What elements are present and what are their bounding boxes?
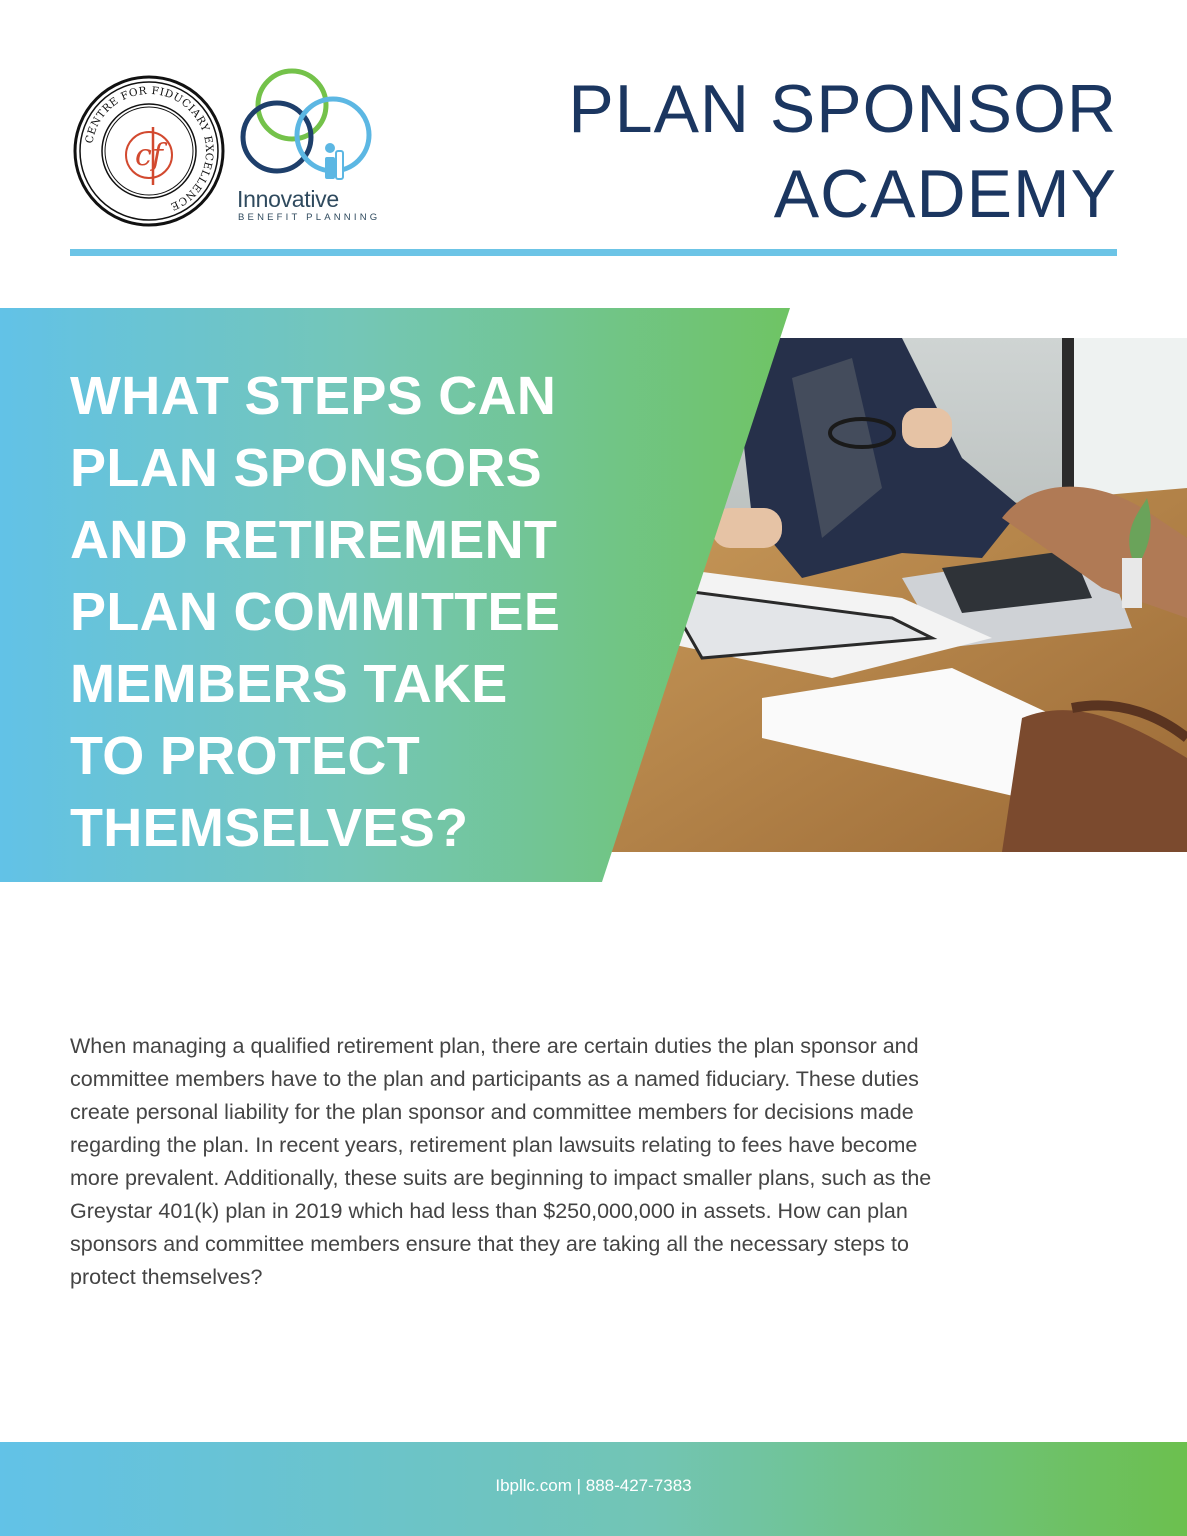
hero-headline-line: WHAT STEPS CAN: [70, 366, 557, 426]
hero-headline-line: PLAN SPONSORS: [70, 438, 542, 498]
hero-headline-line: PLAN COMMITTEE: [70, 582, 561, 642]
paragraph-line: committee members have to the plan and participants as a named fiduciary. These duties: [70, 1067, 919, 1091]
page-title: [568, 67, 1117, 237]
hero-headline-line: TO PROTECT: [70, 726, 421, 786]
paragraph-line: sponsors and committee members ensure that they are taking all the necessary steps to: [70, 1232, 909, 1256]
paragraph-line: more prevalent. Additionally, these suits are beginning to impact smaller plans, such as the: [70, 1166, 932, 1190]
title-divider: [70, 249, 1117, 256]
cfe-initials: cf: [135, 138, 163, 173]
hero-headline: [70, 360, 630, 864]
cfe-ring-text: CENTRE FOR FIDUCIARY EXCELLENCE: [83, 84, 216, 213]
hero-headline-line: MEMBERS TAKE: [70, 654, 508, 714]
ibp-logo-tagline: BENEFIT PLANNING: [238, 212, 381, 223]
paragraph-line: Greystar 401(k) plan in 2019 which had less than $250,000,000 in assets. How can plan: [70, 1199, 908, 1223]
intro-paragraph: [70, 1030, 1120, 1294]
page-title-line-1: PLAN SPONSOR: [568, 71, 1117, 147]
paragraph-line: protect themselves?: [70, 1265, 263, 1289]
footer-bar: [0, 1442, 1187, 1536]
page-title-line-2: ACADEMY: [773, 156, 1117, 232]
cfe-logo: [73, 75, 225, 227]
paragraph-line: create personal liability for the plan sponsor and committee members for decisions made: [70, 1100, 914, 1124]
ibp-logo-name: Innovative: [237, 186, 339, 212]
footer-contact[interactable]: Ibpllc.com | 888-427-7383: [495, 1476, 692, 1495]
paragraph-line: regarding the plan. In recent years, retirement plan lawsuits relating to fees have become: [70, 1133, 918, 1157]
hero-headline-line: THEMSELVES?: [70, 798, 469, 858]
paragraph-line: When managing a qualified retirement plan, there are certain duties the plan sponsor and: [70, 1034, 919, 1058]
hero-headline-line: AND RETIREMENT: [70, 510, 558, 570]
